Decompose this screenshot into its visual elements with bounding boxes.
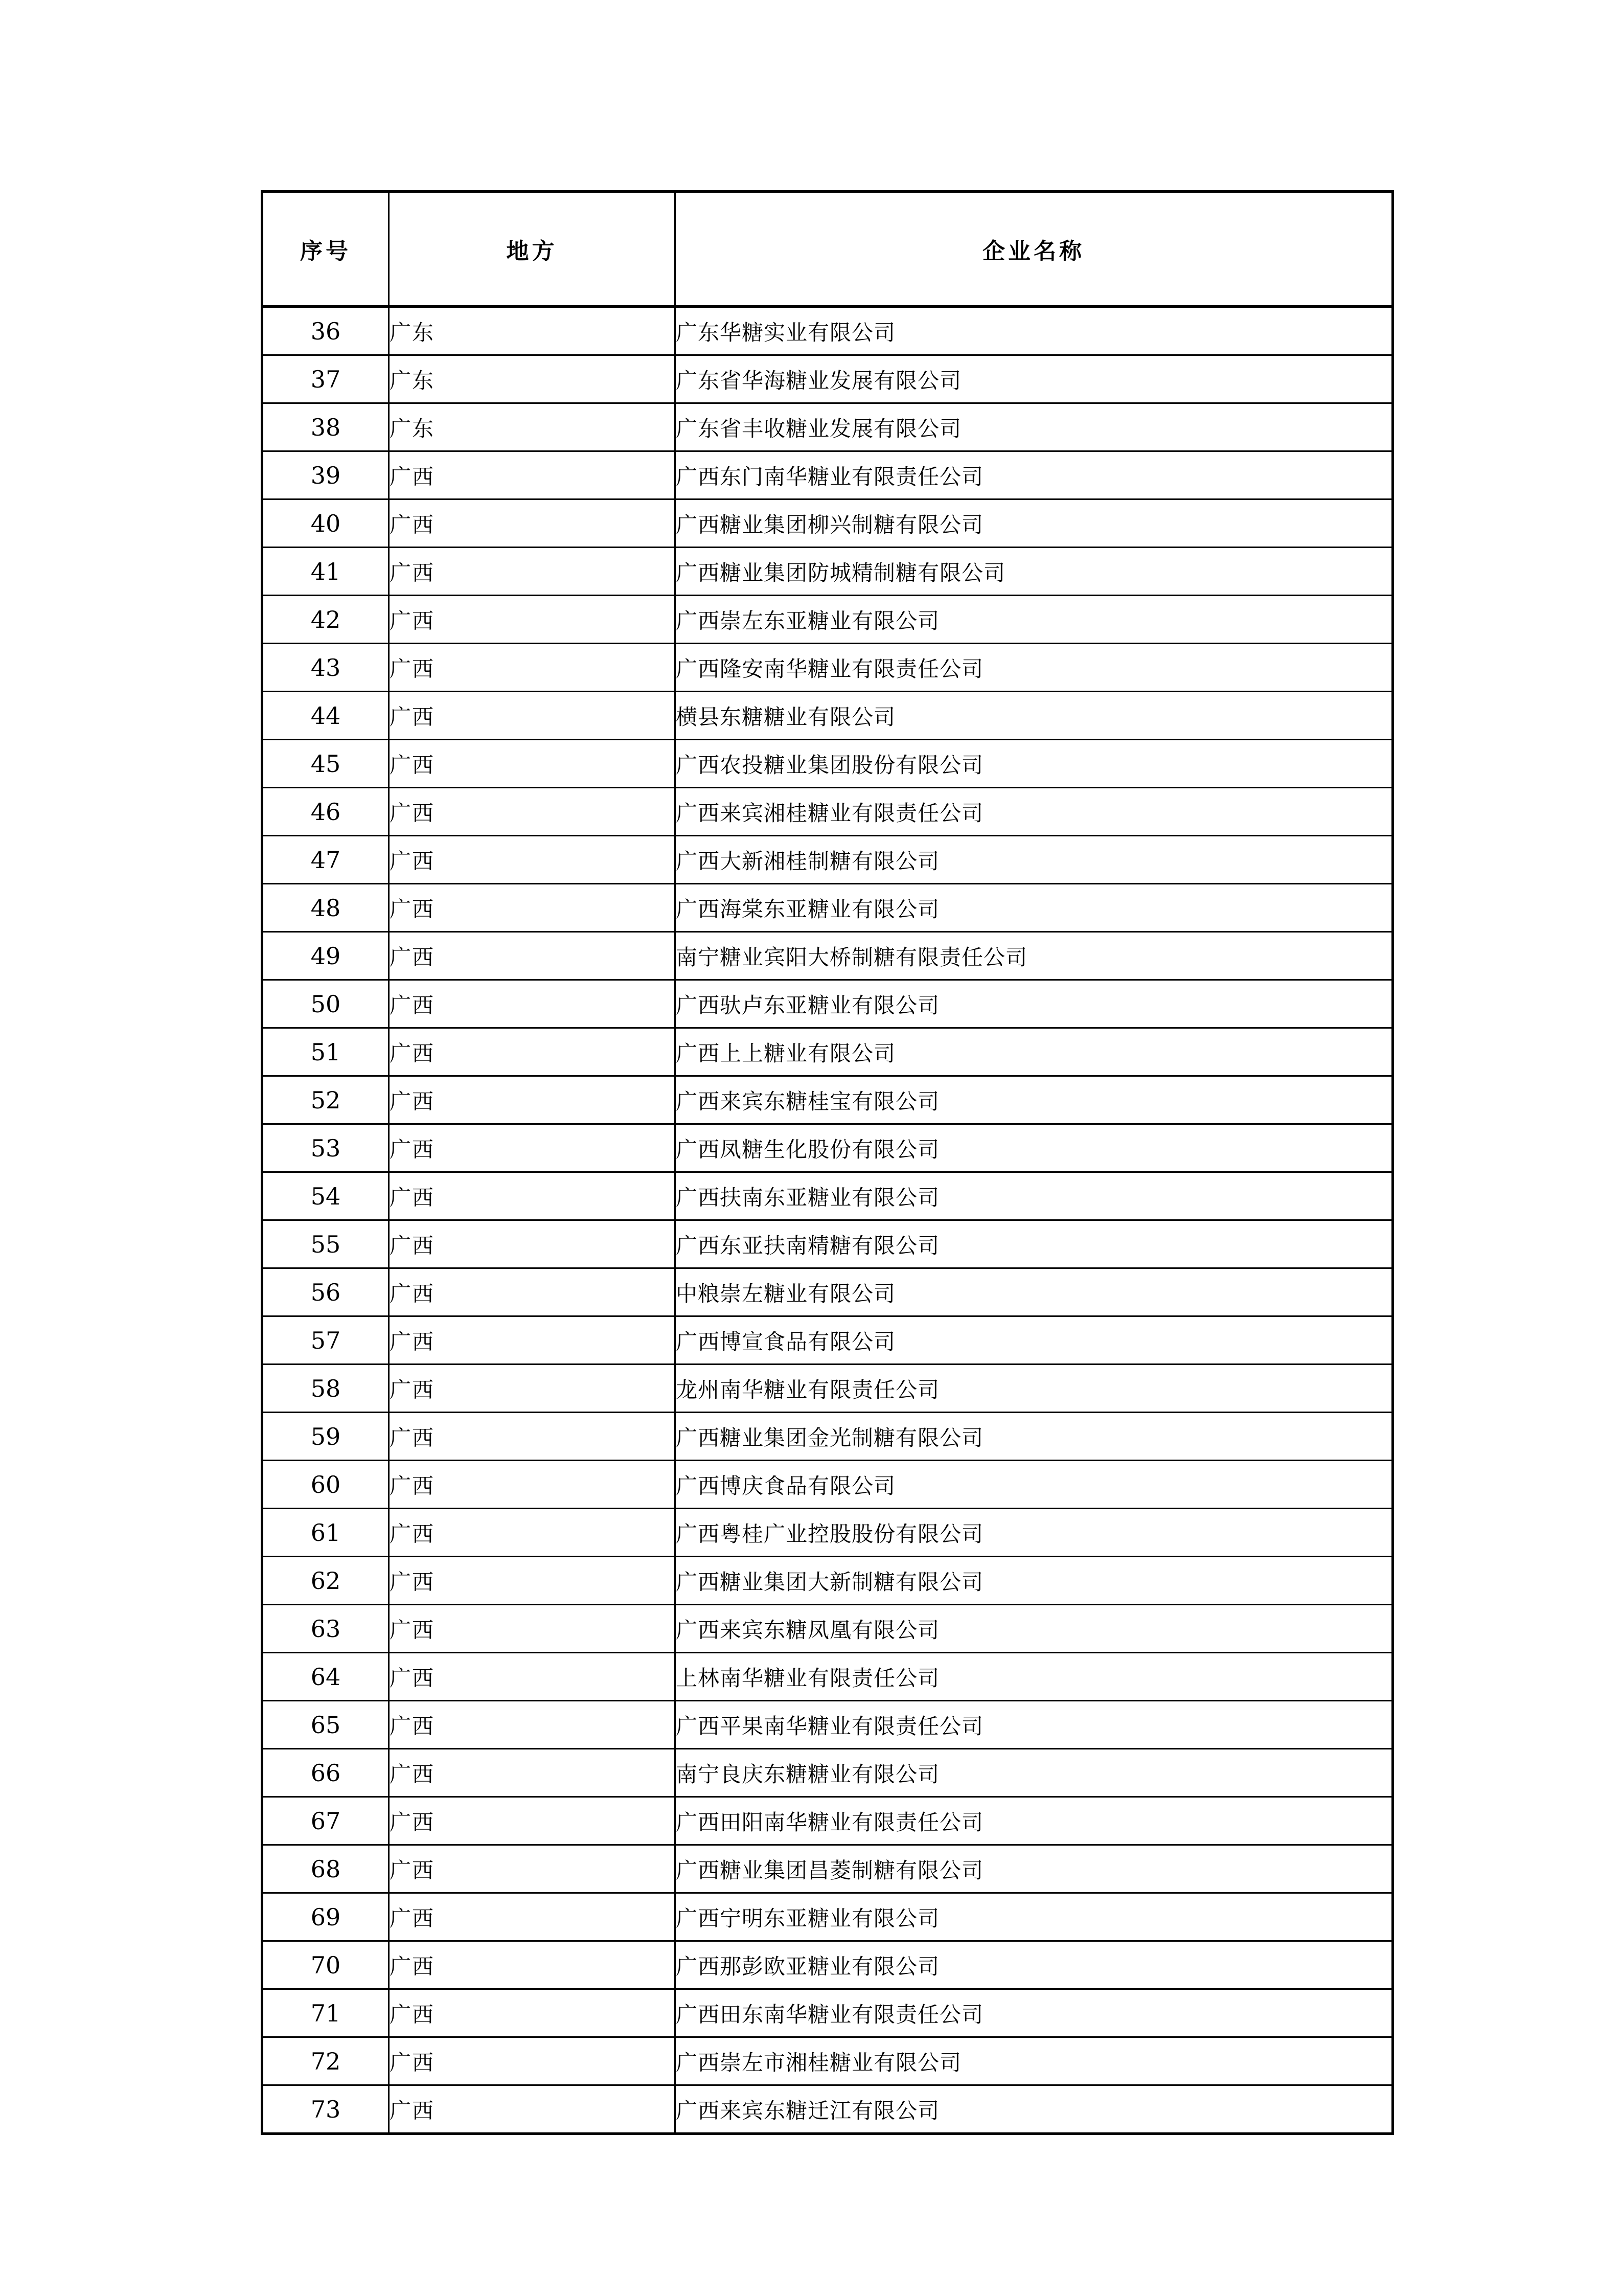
cell-enterprise-name: 广西农投糖业集团股份有限公司 (675, 740, 1393, 788)
cell-enterprise-name: 广西糖业集团昌菱制糖有限公司 (675, 1845, 1393, 1893)
cell-serial-number: 43 (262, 644, 389, 692)
cell-serial-number: 72 (262, 2037, 389, 2085)
cell-place: 广西 (389, 1989, 675, 2037)
cell-serial-number: 38 (262, 403, 389, 451)
cell-enterprise-name: 广西东亚扶南精糖有限公司 (675, 1220, 1393, 1268)
cell-place: 广西 (389, 1172, 675, 1220)
table-row (262, 1797, 1393, 1845)
cell-enterprise-name: 广西田阳南华糖业有限责任公司 (675, 1797, 1393, 1845)
cell-place: 广西 (389, 2085, 675, 2134)
table-row (262, 2085, 1393, 2134)
table-row (262, 1365, 1393, 1413)
cell-place: 广西 (389, 1365, 675, 1413)
cell-serial-number: 50 (262, 980, 389, 1028)
cell-enterprise-name: 上林南华糖业有限责任公司 (675, 1653, 1393, 1701)
cell-place: 广西 (389, 1941, 675, 1989)
cell-place: 广西 (389, 1797, 675, 1845)
cell-serial-number: 60 (262, 1461, 389, 1509)
cell-place: 广西 (389, 884, 675, 932)
cell-enterprise-name: 广西田东南华糖业有限责任公司 (675, 1989, 1393, 2037)
table-row (262, 2037, 1393, 2085)
cell-serial-number: 71 (262, 1989, 389, 2037)
cell-serial-number: 51 (262, 1028, 389, 1076)
cell-enterprise-name: 广西糖业集团防城精制糖有限公司 (675, 548, 1393, 596)
cell-serial-number: 63 (262, 1605, 389, 1653)
table-row (262, 932, 1393, 980)
table-row (262, 644, 1393, 692)
cell-enterprise-name: 广东省丰收糖业发展有限公司 (675, 403, 1393, 451)
cell-enterprise-name: 广西东门南华糖业有限责任公司 (675, 451, 1393, 499)
cell-enterprise-name: 广西上上糖业有限公司 (675, 1028, 1393, 1076)
table-row (262, 1028, 1393, 1076)
cell-place: 广西 (389, 1316, 675, 1365)
cell-enterprise-name: 广西糖业集团大新制糖有限公司 (675, 1557, 1393, 1605)
table-row (262, 1461, 1393, 1509)
cell-serial-number: 70 (262, 1941, 389, 1989)
enterprise-listing-table-wrapper (261, 190, 1391, 2135)
table-row (262, 1749, 1393, 1797)
cell-serial-number: 65 (262, 1701, 389, 1749)
cell-serial-number: 69 (262, 1893, 389, 1941)
cell-place: 广西 (389, 1845, 675, 1893)
cell-enterprise-name: 广西崇左市湘桂糖业有限公司 (675, 2037, 1393, 2085)
table-row (262, 499, 1393, 548)
table-row (262, 1557, 1393, 1605)
cell-serial-number: 45 (262, 740, 389, 788)
table-row (262, 1076, 1393, 1124)
cell-place: 广西 (389, 1701, 675, 1749)
cell-serial-number: 41 (262, 548, 389, 596)
table-row (262, 1124, 1393, 1172)
cell-serial-number: 68 (262, 1845, 389, 1893)
cell-place: 广西 (389, 1509, 675, 1557)
cell-enterprise-name: 广西那彭欧亚糖业有限公司 (675, 1941, 1393, 1989)
cell-place: 广西 (389, 451, 675, 499)
table-row (262, 1316, 1393, 1365)
cell-enterprise-name: 广西扶南东亚糖业有限公司 (675, 1172, 1393, 1220)
cell-enterprise-name: 广西隆安南华糖业有限责任公司 (675, 644, 1393, 692)
cell-serial-number: 59 (262, 1413, 389, 1461)
cell-place: 广西 (389, 548, 675, 596)
cell-serial-number: 57 (262, 1316, 389, 1365)
cell-place: 广西 (389, 932, 675, 980)
cell-place: 广西 (389, 980, 675, 1028)
cell-enterprise-name: 广西来宾东糖桂宝有限公司 (675, 1076, 1393, 1124)
cell-place: 广西 (389, 499, 675, 548)
cell-serial-number: 73 (262, 2085, 389, 2134)
cell-place: 广西 (389, 1893, 675, 1941)
table-row (262, 1268, 1393, 1316)
cell-serial-number: 53 (262, 1124, 389, 1172)
cell-enterprise-name: 广西驮卢东亚糖业有限公司 (675, 980, 1393, 1028)
table-row (262, 403, 1393, 451)
cell-place: 广西 (389, 740, 675, 788)
cell-place: 广西 (389, 596, 675, 644)
cell-place: 广西 (389, 1268, 675, 1316)
table-row (262, 1605, 1393, 1653)
cell-place: 广西 (389, 1076, 675, 1124)
table-row (262, 1845, 1393, 1893)
cell-enterprise-name: 南宁良庆东糖糖业有限公司 (675, 1749, 1393, 1797)
cell-enterprise-name: 广西凤糖生化股份有限公司 (675, 1124, 1393, 1172)
table-row (262, 1413, 1393, 1461)
cell-enterprise-name: 中粮崇左糖业有限公司 (675, 1268, 1393, 1316)
cell-place: 广西 (389, 644, 675, 692)
cell-place: 广东 (389, 403, 675, 451)
table-row (262, 980, 1393, 1028)
table-row (262, 692, 1393, 740)
cell-place: 广西 (389, 2037, 675, 2085)
cell-enterprise-name: 广西糖业集团金光制糖有限公司 (675, 1413, 1393, 1461)
cell-place: 广西 (389, 836, 675, 884)
cell-serial-number: 62 (262, 1557, 389, 1605)
cell-serial-number: 36 (262, 307, 389, 355)
cell-serial-number: 40 (262, 499, 389, 548)
cell-enterprise-name: 广西海棠东亚糖业有限公司 (675, 884, 1393, 932)
cell-serial-number: 52 (262, 1076, 389, 1124)
column-header-serial-number: 序号 (262, 192, 389, 307)
cell-enterprise-name: 广西粤桂广业控股股份有限公司 (675, 1509, 1393, 1557)
table-header-row (262, 192, 1393, 307)
cell-place: 广西 (389, 1557, 675, 1605)
table-row (262, 1989, 1393, 2037)
column-header-enterprise-name: 企业名称 (675, 192, 1393, 307)
cell-serial-number: 61 (262, 1509, 389, 1557)
cell-enterprise-name: 广东省华海糖业发展有限公司 (675, 355, 1393, 403)
cell-place: 广西 (389, 1461, 675, 1509)
cell-serial-number: 39 (262, 451, 389, 499)
cell-enterprise-name: 广西博宣食品有限公司 (675, 1316, 1393, 1365)
table-row (262, 1220, 1393, 1268)
cell-place: 广东 (389, 307, 675, 355)
cell-place: 广西 (389, 1413, 675, 1461)
cell-enterprise-name: 龙州南华糖业有限责任公司 (675, 1365, 1393, 1413)
cell-serial-number: 37 (262, 355, 389, 403)
column-header-place: 地方 (389, 192, 675, 307)
cell-place: 广西 (389, 692, 675, 740)
cell-place: 广西 (389, 1220, 675, 1268)
cell-enterprise-name: 广西大新湘桂制糖有限公司 (675, 836, 1393, 884)
cell-serial-number: 44 (262, 692, 389, 740)
cell-place: 广西 (389, 1749, 675, 1797)
table-row (262, 1701, 1393, 1749)
cell-serial-number: 55 (262, 1220, 389, 1268)
cell-enterprise-name: 广西来宾东糖凤凰有限公司 (675, 1605, 1393, 1653)
cell-place: 广西 (389, 1653, 675, 1701)
cell-serial-number: 49 (262, 932, 389, 980)
cell-place: 广西 (389, 1605, 675, 1653)
cell-serial-number: 42 (262, 596, 389, 644)
cell-place: 广西 (389, 788, 675, 836)
cell-enterprise-name: 广西宁明东亚糖业有限公司 (675, 1893, 1393, 1941)
cell-enterprise-name: 广西来宾湘桂糖业有限责任公司 (675, 788, 1393, 836)
cell-serial-number: 58 (262, 1365, 389, 1413)
table-header (262, 192, 1393, 307)
table-row (262, 836, 1393, 884)
cell-serial-number: 48 (262, 884, 389, 932)
table-row (262, 884, 1393, 932)
table-row (262, 451, 1393, 499)
table-row (262, 1941, 1393, 1989)
cell-serial-number: 54 (262, 1172, 389, 1220)
cell-place: 广西 (389, 1028, 675, 1076)
cell-serial-number: 47 (262, 836, 389, 884)
cell-enterprise-name: 广西来宾东糖迁江有限公司 (675, 2085, 1393, 2134)
cell-serial-number: 56 (262, 1268, 389, 1316)
table-row (262, 740, 1393, 788)
table-row (262, 1653, 1393, 1701)
table-row (262, 307, 1393, 355)
cell-serial-number: 67 (262, 1797, 389, 1845)
enterprise-listing-table (261, 190, 1394, 2135)
table-row (262, 355, 1393, 403)
cell-enterprise-name: 南宁糖业宾阳大桥制糖有限责任公司 (675, 932, 1393, 980)
cell-place: 广西 (389, 1124, 675, 1172)
table-body (262, 307, 1393, 2134)
cell-enterprise-name: 广东华糖实业有限公司 (675, 307, 1393, 355)
cell-serial-number: 46 (262, 788, 389, 836)
cell-place: 广东 (389, 355, 675, 403)
cell-serial-number: 66 (262, 1749, 389, 1797)
table-row (262, 1172, 1393, 1220)
table-row (262, 1509, 1393, 1557)
cell-enterprise-name: 横县东糖糖业有限公司 (675, 692, 1393, 740)
cell-enterprise-name: 广西糖业集团柳兴制糖有限公司 (675, 499, 1393, 548)
cell-enterprise-name: 广西博庆食品有限公司 (675, 1461, 1393, 1509)
table-row (262, 548, 1393, 596)
cell-enterprise-name: 广西崇左东亚糖业有限公司 (675, 596, 1393, 644)
cell-serial-number: 64 (262, 1653, 389, 1701)
table-row (262, 596, 1393, 644)
cell-enterprise-name: 广西平果南华糖业有限责任公司 (675, 1701, 1393, 1749)
table-row (262, 788, 1393, 836)
table-row (262, 1893, 1393, 1941)
